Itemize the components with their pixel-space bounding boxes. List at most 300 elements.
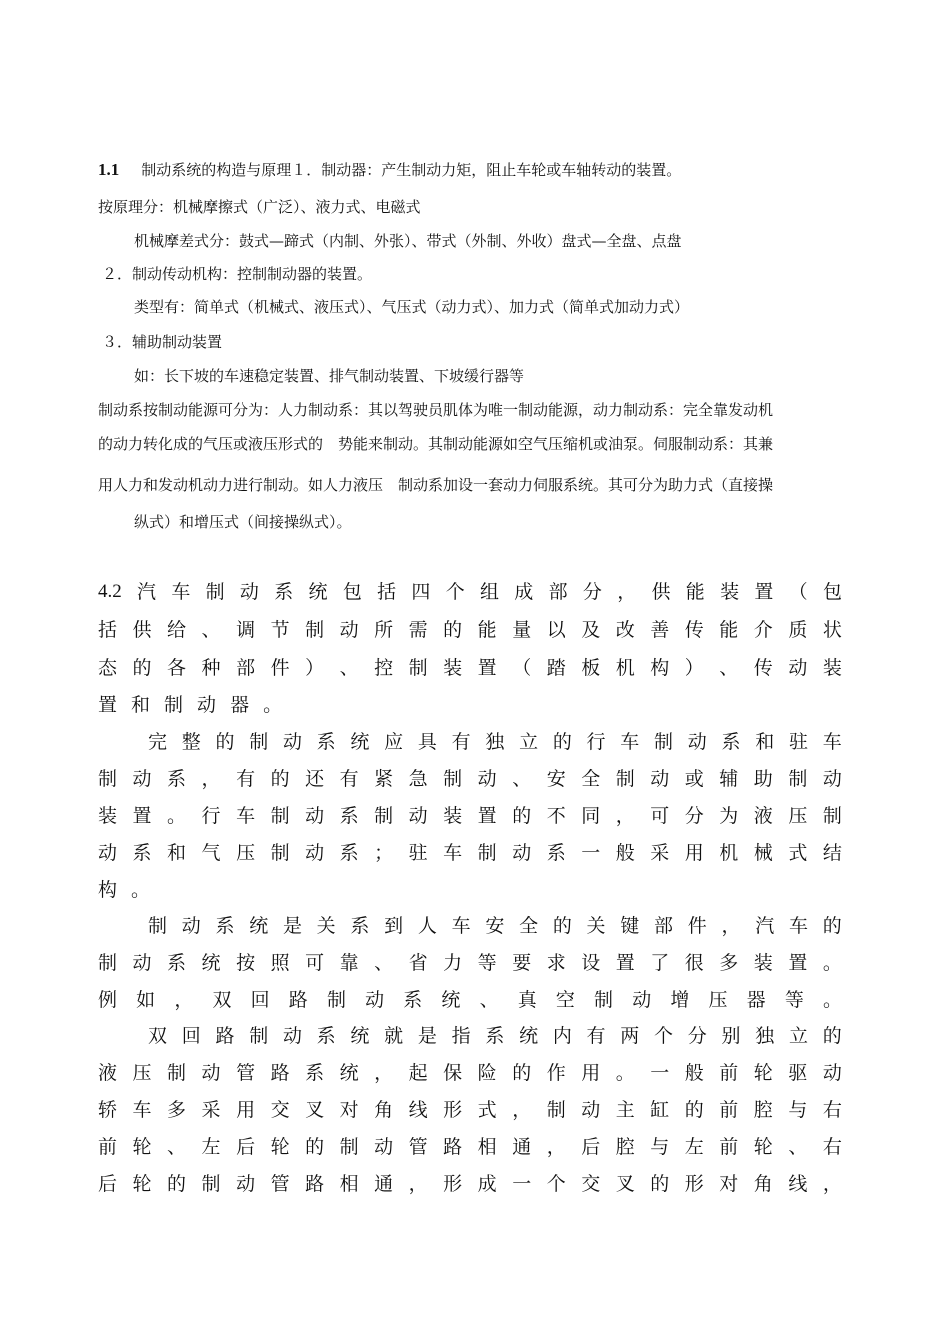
text-char: 行 (201, 805, 221, 827)
text-char: 制 (477, 842, 497, 864)
text-char: 液 (98, 1062, 118, 1084)
text-char: 主 (615, 1099, 635, 1121)
distributed-line (98, 653, 842, 683)
text-char: 形 (443, 1173, 463, 1195)
text-char: 动 (236, 1173, 256, 1195)
text-char: 相 (339, 1173, 359, 1195)
text-char: 叉 (615, 1173, 635, 1195)
text-char: 汽 (137, 581, 157, 603)
text-char: 节 (270, 619, 290, 641)
text-char: 腔 (615, 1136, 635, 1158)
text-char: 行 (586, 731, 606, 753)
text-char: 动 (632, 989, 652, 1011)
text-char: 作 (546, 1062, 566, 1084)
text-char: 采 (201, 1099, 221, 1121)
text-char: 。 (263, 694, 283, 716)
text-char: 制 (249, 1025, 269, 1047)
text-char: 交 (581, 1173, 601, 1195)
section-1-1-first-line (98, 158, 681, 182)
text-char: ， (546, 1136, 566, 1158)
text-char: 关 (316, 915, 336, 937)
text-char: 系 (485, 1025, 505, 1047)
text-char: 前 (719, 1099, 739, 1121)
text-char: 急 (408, 768, 428, 790)
text-char: 轮 (753, 1136, 773, 1158)
text-char: 真 (517, 989, 537, 1011)
text-char: 驱 (788, 1062, 808, 1084)
text-char: 别 (721, 1025, 741, 1047)
text-char: 对 (719, 1173, 739, 1195)
text-char: ， (617, 581, 637, 603)
text-char: 括 (377, 581, 397, 603)
text-char: 很 (684, 952, 704, 974)
distributed-line (98, 801, 842, 831)
distributed-line (148, 911, 842, 941)
text-char: 紧 (374, 768, 394, 790)
paragraph-line: 的动力转化成的气压或液压形式的 势能来制动。其制动能源如空气压缩机或油泵。伺服制动系：其兼 (98, 435, 774, 453)
distributed-line (148, 1021, 842, 1051)
text-char: 动 (512, 842, 532, 864)
text-char: 立 (788, 1025, 808, 1047)
text-char: 板 (581, 657, 601, 679)
text-char: 全 (581, 768, 601, 790)
text-char: 制 (205, 581, 225, 603)
text-char: 同 (581, 805, 601, 827)
text-char: 多 (167, 1099, 187, 1121)
text-char: 置 (132, 805, 152, 827)
text-char: 轮 (753, 1062, 773, 1084)
text-char: 制 (148, 915, 168, 937)
text-char: 统 (519, 1025, 539, 1047)
text-char: 车 (620, 731, 640, 753)
text-char: 系 (339, 805, 359, 827)
text-char: 动 (374, 1136, 394, 1158)
text-char: 和 (167, 842, 187, 864)
text-char: 多 (719, 952, 739, 974)
text-char: 前 (98, 1136, 118, 1158)
text-char: 所 (374, 619, 394, 641)
text-char: 等 (784, 989, 804, 1011)
text-char: 了 (650, 952, 670, 974)
text-char: 量 (512, 619, 532, 641)
text-char: 。 (822, 989, 842, 1011)
text-char: 还 (305, 768, 325, 790)
text-char: 动 (132, 952, 152, 974)
text-char: 按 (236, 952, 256, 974)
text-char: ， (615, 805, 635, 827)
text-char: 种 (201, 657, 221, 679)
text-char: ） (305, 657, 325, 679)
text-char: 是 (282, 915, 302, 937)
paragraph-line: ３．辅助制动装置 (102, 333, 223, 351)
text-char: 形 (443, 1099, 463, 1121)
text-char: 左 (201, 1136, 221, 1158)
text-char: 独 (485, 731, 505, 753)
text-char: 分 (684, 805, 704, 827)
text-char: 制 (270, 842, 290, 864)
text-char: 线 (788, 1173, 808, 1195)
text-char: 括 (98, 619, 118, 641)
text-char: 动 (181, 915, 201, 937)
text-char: 汽 (755, 915, 775, 937)
text-char: 统 (350, 731, 370, 753)
text-char: 以 (546, 619, 566, 641)
text-char: 统 (441, 989, 461, 1011)
text-char: 管 (236, 1062, 256, 1084)
text-char: 的 (512, 805, 532, 827)
text-char: 前 (719, 1062, 739, 1084)
text-char: 般 (615, 842, 635, 864)
text-char: ， (512, 1099, 532, 1121)
text-char: 制 (164, 694, 184, 716)
text-char: 制 (822, 805, 842, 827)
text-char: 给 (167, 619, 187, 641)
text-char: 制 (546, 1099, 566, 1121)
text-char: 系 (403, 989, 423, 1011)
text-char: 制 (374, 805, 394, 827)
text-char: 传 (684, 619, 704, 641)
text-char: 是 (417, 1025, 437, 1047)
text-char: 机 (615, 657, 635, 679)
text-char: 系 (721, 731, 741, 753)
text-char: 动 (197, 694, 217, 716)
text-char: 成 (514, 581, 534, 603)
text-char: 分 (687, 1025, 707, 1047)
text-char: 统 (201, 952, 221, 974)
text-char: 路 (288, 989, 308, 1011)
text-char: 装 (753, 952, 773, 974)
text-char: 键 (620, 915, 640, 937)
text-char: 统 (308, 581, 328, 603)
text-char: 的 (552, 915, 572, 937)
text-char: 到 (384, 915, 404, 937)
text-char: 的 (684, 1099, 704, 1121)
text-char: 立 (519, 731, 539, 753)
text-char: 具 (417, 731, 437, 753)
text-char: 路 (215, 1025, 235, 1047)
text-char: 系 (546, 842, 566, 864)
distributed-line (148, 727, 842, 757)
text-char: 制 (788, 768, 808, 790)
text-char: 制 (326, 989, 346, 1011)
text-char: 系 (339, 842, 359, 864)
text-char: 系 (167, 952, 187, 974)
distributed-line (98, 1058, 842, 1088)
text-char: 应 (384, 731, 404, 753)
text-char: 车 (132, 1099, 152, 1121)
text-char: 构 (98, 879, 118, 901)
text-char: 两 (620, 1025, 640, 1047)
text-char: 用 (581, 1062, 601, 1084)
paragraph-line: 如：长下坡的车速稳定装置、排气制动装置、下坡缓行器等 (134, 367, 525, 385)
paragraph-line: 纵式）和增压式（间接操纵式）。 (134, 513, 352, 531)
text-char: 设 (581, 952, 601, 974)
text-char: ， (408, 1173, 428, 1195)
section-1-1-number: 1.1 (98, 160, 120, 179)
text-char: 就 (384, 1025, 404, 1047)
text-char: 动 (408, 805, 428, 827)
text-char: 通 (374, 1173, 394, 1195)
text-char: 制 (98, 768, 118, 790)
text-char: 械 (753, 842, 773, 864)
text-char: 动 (822, 768, 842, 790)
text-char: 态 (98, 657, 118, 679)
text-char: 制 (249, 731, 269, 753)
text-char: 独 (755, 1025, 775, 1047)
text-char: 置 (477, 657, 497, 679)
text-char: 角 (374, 1099, 394, 1121)
text-char: 系 (316, 731, 336, 753)
distributed-line (98, 985, 842, 1015)
text-char: 采 (650, 842, 670, 864)
paragraph-line: 按原理分：机械摩擦式（广泛）、液力式、电磁式 (98, 198, 421, 216)
text-char: 构 (650, 657, 670, 679)
text-char: 、 (339, 657, 359, 679)
text-char: 省 (408, 952, 428, 974)
text-char: 机 (719, 842, 739, 864)
text-char: 各 (167, 657, 187, 679)
distributed-line (98, 948, 842, 978)
text-char: 压 (236, 842, 256, 864)
text-char: 增 (670, 989, 690, 1011)
text-char: 、 (512, 768, 532, 790)
text-char: 、 (167, 1136, 187, 1158)
paragraph-line: ２．制动传动机构：控制制动器的装置。 (102, 265, 373, 283)
text-char: 前 (719, 1136, 739, 1158)
text-char: 系 (305, 1062, 325, 1084)
text-char: 有 (339, 768, 359, 790)
text-char: ， (721, 915, 741, 937)
text-char: 与 (788, 1099, 808, 1121)
distributed-line (98, 615, 842, 645)
text-char: 相 (477, 1136, 497, 1158)
text-char: 求 (546, 952, 566, 974)
text-char: 调 (236, 619, 256, 641)
text-char: 介 (753, 619, 773, 641)
text-char: 能 (719, 619, 739, 641)
text-char: 能 (685, 581, 705, 603)
text-char: 。 (822, 952, 842, 974)
text-char: 统 (339, 1062, 359, 1084)
text-char: 的 (215, 731, 235, 753)
text-char: 制 (98, 952, 118, 974)
text-char: 状 (822, 619, 842, 641)
text-char: 轮 (270, 1136, 290, 1158)
distributed-line (98, 764, 842, 794)
text-char: 安 (546, 768, 566, 790)
text-char: 压 (788, 805, 808, 827)
text-char: 与 (650, 1136, 670, 1158)
text-char: 制 (615, 768, 635, 790)
text-char: 车 (171, 581, 191, 603)
section-4-2-number: 4.2 (98, 581, 122, 602)
text-char: 包 (342, 581, 362, 603)
text-char: 的 (650, 1173, 670, 1195)
text-char: 力 (443, 952, 463, 974)
text-char: 置 (477, 805, 497, 827)
text-char: 系 (132, 842, 152, 864)
text-char: 。 (615, 1062, 635, 1084)
text-char: 系 (215, 915, 235, 937)
text-char: 为 (719, 805, 739, 827)
text-char: 可 (650, 805, 670, 827)
text-char: 、 (479, 989, 499, 1011)
text-char: 式 (788, 842, 808, 864)
text-char: 四 (411, 581, 431, 603)
text-char: 动 (788, 657, 808, 679)
text-char: 腔 (753, 1099, 773, 1121)
text-char: 动 (339, 619, 359, 641)
text-char: 整 (181, 731, 201, 753)
text-char: 和 (755, 731, 775, 753)
text-char: 成 (477, 1173, 497, 1195)
text-char: 左 (684, 1136, 704, 1158)
text-char: 回 (250, 989, 270, 1011)
text-char: 结 (822, 842, 842, 864)
text-char: 改 (615, 619, 635, 641)
text-char: 后 (236, 1136, 256, 1158)
text-char: 制 (270, 805, 290, 827)
text-char: 对 (339, 1099, 359, 1121)
text-char: 需 (408, 619, 428, 641)
text-char: 和 (131, 694, 151, 716)
text-char: 动 (687, 731, 707, 753)
text-char: 踏 (546, 657, 566, 679)
text-char: 统 (249, 915, 269, 937)
text-char: 右 (822, 1136, 842, 1158)
text-char: 辅 (719, 768, 739, 790)
text-char: 管 (270, 1173, 290, 1195)
text-char: 要 (512, 952, 532, 974)
text-char: 供 (132, 619, 152, 641)
text-char: 通 (512, 1136, 532, 1158)
text-char: 个 (546, 1173, 566, 1195)
text-char: 般 (684, 1062, 704, 1084)
text-char: 指 (451, 1025, 471, 1047)
text-char: 装 (443, 805, 463, 827)
paragraph-line: 制动系按制动能源可分为：人力制动系：其以驾驶员肌体为唯一制动能源，动力制动系：完全靠发动机 (98, 401, 774, 419)
text-char: 传 (753, 657, 773, 679)
text-char: 控 (374, 657, 394, 679)
text-char: 等 (477, 952, 497, 974)
text-char: 车 (451, 915, 471, 937)
text-char: 双 (148, 1025, 168, 1047)
text-char: 起 (408, 1062, 428, 1084)
text-char: 置 (615, 952, 635, 974)
text-char: 、 (788, 1136, 808, 1158)
text-char: 动 (477, 768, 497, 790)
text-char: 制 (305, 619, 325, 641)
distributed-line (98, 838, 842, 868)
text-char: 轮 (132, 1173, 152, 1195)
text-char: 车 (236, 805, 256, 827)
text-char: 能 (477, 619, 497, 641)
text-char: 、 (374, 952, 394, 974)
text-char: 全 (519, 915, 539, 937)
text-char: 路 (443, 1136, 463, 1158)
distributed-line (98, 577, 842, 607)
text-char: 不 (546, 805, 566, 827)
text-char: 路 (305, 1173, 325, 1195)
text-char: 的 (822, 915, 842, 937)
text-char: 驻 (788, 731, 808, 753)
text-char: 照 (270, 952, 290, 974)
paragraph-line: 用人力和发动机动力进行制动。如人力液压 制动系加设一套动力伺服系统。其可分为助力式（直接操 (98, 476, 774, 494)
text-char: 或 (684, 768, 704, 790)
text-char: 的 (305, 1136, 325, 1158)
text-char: 内 (552, 1025, 572, 1047)
text-char: ； (374, 842, 394, 864)
text-char: 气 (201, 842, 221, 864)
text-char: 制 (339, 1136, 359, 1158)
text-char: 件 (687, 915, 707, 937)
text-char: 线 (408, 1099, 428, 1121)
text-char: 。 (131, 879, 151, 901)
text-char: 、 (719, 657, 739, 679)
text-char: 动 (201, 1062, 221, 1084)
text-char: 动 (132, 768, 152, 790)
text-char: 的 (822, 1025, 842, 1047)
text-char: 空 (555, 989, 575, 1011)
text-char: 靠 (339, 952, 359, 974)
text-char: 善 (650, 619, 670, 641)
text-char: 系 (316, 1025, 336, 1047)
text-char: 器 (746, 989, 766, 1011)
text-char: 车 (443, 842, 463, 864)
text-char: 完 (148, 731, 168, 753)
text-char: 有 (451, 731, 471, 753)
text-char: 车 (788, 915, 808, 937)
text-char: 、 (201, 619, 221, 641)
text-char: 置 (98, 694, 118, 716)
distributed-line (98, 875, 842, 905)
text-char: 后 (98, 1173, 118, 1195)
text-char: 置 (754, 581, 774, 603)
text-char: 动 (822, 1062, 842, 1084)
text-char: 动 (305, 842, 325, 864)
text-char: 动 (581, 1099, 601, 1121)
text-char: 动 (650, 768, 670, 790)
text-char: 个 (445, 581, 465, 603)
text-char: ， (822, 1173, 842, 1195)
text-char: （ (788, 581, 808, 603)
text-char: 动 (365, 989, 385, 1011)
text-char: 式 (477, 1099, 497, 1121)
text-char: 部 (654, 915, 674, 937)
text-char: 的 (132, 657, 152, 679)
text-char: 车 (822, 731, 842, 753)
text-char: 液 (753, 805, 773, 827)
text-char: 后 (581, 1136, 601, 1158)
text-char: 制 (654, 731, 674, 753)
text-char: 系 (167, 768, 187, 790)
text-char: 有 (586, 1025, 606, 1047)
text-char: 管 (408, 1136, 428, 1158)
text-char: 置 (788, 952, 808, 974)
text-char: 保 (443, 1062, 463, 1084)
text-char: 右 (822, 1099, 842, 1121)
text-char: 质 (788, 619, 808, 641)
text-char: 。 (167, 805, 187, 827)
text-char: （ (512, 657, 532, 679)
text-char: 用 (236, 1099, 256, 1121)
text-char: 制 (408, 657, 428, 679)
text-char: 制 (167, 1062, 187, 1084)
distributed-line (98, 1132, 842, 1162)
text-char: ， (174, 989, 194, 1011)
text-char: 件 (270, 657, 290, 679)
distributed-line (98, 1169, 842, 1199)
